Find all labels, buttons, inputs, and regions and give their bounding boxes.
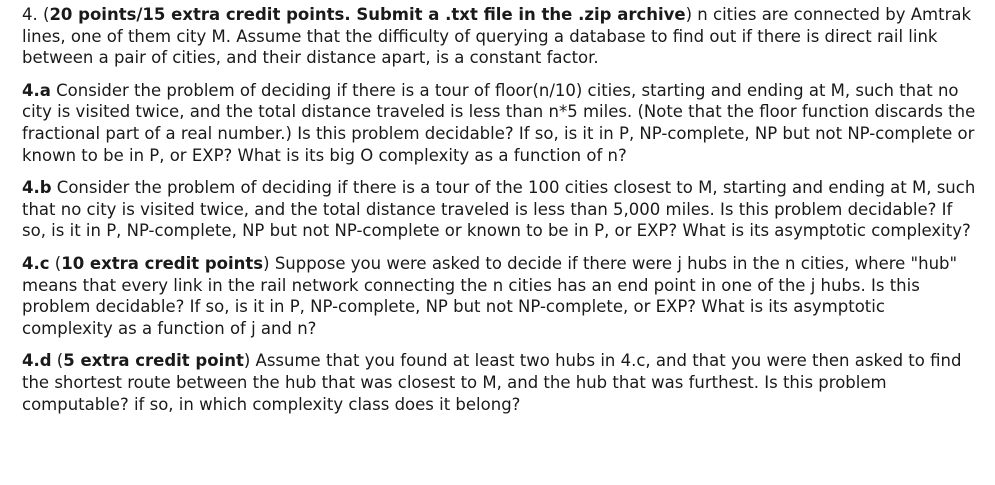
part-4b-label: 4.b: [22, 178, 52, 198]
part-4a: [22, 80, 977, 166]
part-4c-text: ) Suppose you were asked to decide if there were j hubs in the n cities, where "hub" means that every link in the rail network connecting the n cities has an end point in one of the j hubs. Is this problem decidable? If so, is it in P, NP-complete, NP but not NP-complete, or EXP? What is its asymptotic complexity as a function of j and n?: [22, 253, 958, 338]
part-4d-credit-note: 5 extra credit point: [63, 351, 244, 371]
question-intro: [22, 4, 977, 69]
question-credit-note: 20 points/15 extra credit points. Submit a .txt file in the .zip archive: [49, 5, 686, 24]
part-4c-credit-note: 10 extra credit points: [61, 253, 264, 273]
question-intro-text: ) n cities are connected by Amtrak lines, one of them city M. Assume that the difficulty of querying a database to find out if there is direct rail link between a pair of cities, and their distance apart, is a constant factor.: [22, 5, 972, 68]
part-4d-paren-open: (: [51, 351, 64, 371]
question-number: 4. (: [22, 5, 50, 24]
part-4d-text: ) Assume that you found at least two hubs in 4.c, and that you were then asked to find the shortest route between the hub that was closest to M, and the hub that was furthest. Is this problem computable? if so, in which complexity class does it belong?: [22, 351, 962, 414]
part-4d: [22, 350, 977, 415]
part-4b-text: Consider the problem of deciding if there is a tour of the 100 cities closest to M, starting and ending at M, such that no city is visited twice, and the total distance traveled is less than 5,000 miles. Is this problem decidable? If so, is it in P, NP-complete, NP but not NP-complete or known to be in P, or EXP? What is its asymptotic complexity?: [22, 178, 976, 241]
part-4c-label: 4.c: [22, 253, 50, 273]
part-4c: [22, 253, 977, 339]
part-4d-label: 4.d: [22, 351, 52, 371]
part-4a-label: 4.a: [22, 80, 51, 100]
part-4b: [22, 177, 977, 242]
part-4c-paren-open: (: [49, 253, 62, 273]
part-4a-text: Consider the problem of deciding if there is a tour of floor(n/10) cities, starting and ending at M, such that no city is visited twice, and the total distance traveled is less than n*5 miles. (Note that the floor function discards the fractional part of a real number.) Is this problem decidable? If so, is it in P, NP-complete, NP but not NP-complete or known to be in P, or EXP? What is its big O complexity as a function of n?: [22, 80, 976, 165]
